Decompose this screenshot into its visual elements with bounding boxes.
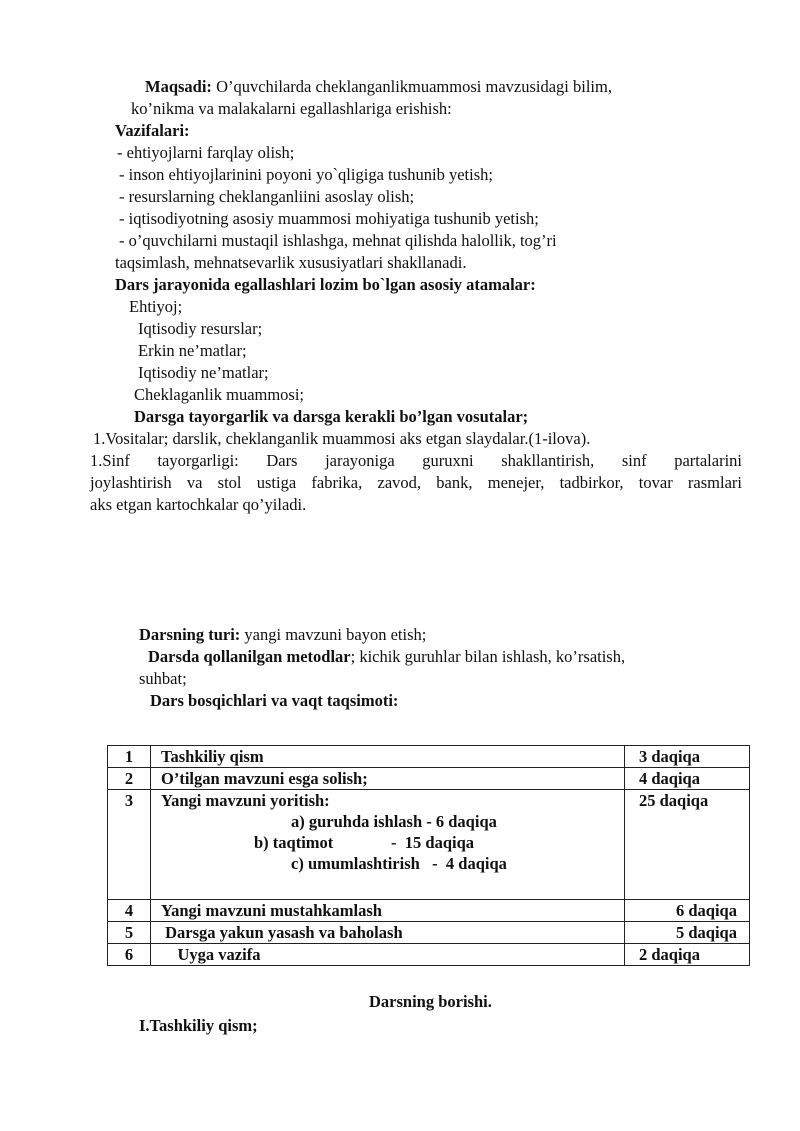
- subitem: a) guruhda ishlash - 6 daqiqa: [291, 812, 497, 831]
- table-row: [108, 900, 750, 922]
- row-title: O’tilgan mavzuni esga solish;: [151, 768, 625, 790]
- goal-label: Maqsadi:: [145, 77, 212, 96]
- task-item: - resurslarning cheklanganliini asoslay olish;: [119, 187, 415, 206]
- row-title: Uyga vazifa: [151, 944, 625, 966]
- subitem: c) umumlashtirish - 4 daqiqa: [291, 854, 507, 873]
- table-row: [108, 768, 750, 790]
- task-item: - o’quvchilarni mustaqil ishlashga, mehnat qilishda halollik, tog’ri: [119, 231, 557, 250]
- row-duration: 25 daqiqa: [625, 790, 750, 900]
- equipment-item-2-line3: aks etgan kartochkalar qo’yiladi.: [90, 495, 307, 514]
- table-row: [108, 746, 750, 768]
- row-duration: 5 daqiqa: [625, 922, 750, 944]
- terms-heading: Dars jarayonida egallashlari lozim bo`lgan asosiy atamalar:: [115, 275, 536, 294]
- row-title: Tashkiliy qism: [151, 746, 625, 768]
- task-item: taqsimlash, mehnatsevarlik xususiyatlari shakllanadi.: [115, 253, 467, 272]
- term-item: Ehtiyoj;: [129, 297, 183, 316]
- row-title: Yangi mavzuni yoritish:: [161, 791, 330, 810]
- lesson-type-text: yangi mavzuni bayon etish;: [240, 625, 427, 644]
- row-number: 3: [108, 790, 151, 900]
- section-1-heading: I.Tashkiliy qism;: [139, 1016, 258, 1035]
- methods-label: Darsda qollanilgan metodlar: [148, 647, 351, 666]
- term-item: Erkin ne’matlar;: [138, 341, 247, 360]
- lesson-type-label: Darsning turi:: [139, 625, 241, 644]
- progress-heading: Darsning borishi.: [369, 992, 492, 1011]
- table-row: [108, 790, 750, 900]
- row-title: Darsga yakun yasash va baholash: [151, 922, 625, 944]
- row-title: Yangi mavzuni mustahkamlash: [151, 900, 625, 922]
- methods: [148, 647, 625, 667]
- row-duration: 6 daqiqa: [625, 900, 750, 922]
- task-item: - inson ehtiyojlarinini poyoni yo`qligiga tushunib yetish;: [119, 165, 493, 184]
- methods-text-line1: ; kichik guruhlar bilan ishlash, ko’rsatish,: [350, 647, 626, 666]
- row-content: [151, 790, 625, 900]
- task-item: - ehtiyojlarni farqlay olish;: [117, 143, 295, 162]
- equipment-item-2-line1: 1.Sinf tayorgarligi: Dars jarayoniga guruxni shakllantirish, sinf partalarini: [90, 451, 742, 470]
- schedule-table: [107, 745, 750, 966]
- goal-text-line1: O’quvchilarda cheklanganlikmuammosi mavzusidagi bilim,: [211, 77, 612, 96]
- table-row: [108, 922, 750, 944]
- row-number: 1: [108, 746, 151, 768]
- goal-paragraph: [145, 77, 612, 97]
- row-duration: 3 daqiqa: [625, 746, 750, 768]
- term-item: Cheklaganlik muammosi;: [134, 385, 305, 404]
- row-number: 4: [108, 900, 151, 922]
- equipment-item-2-line2: joylashtirish va stol ustiga fabrika, zavod, bank, menejer, tadbirkor, tovar rasmlari: [90, 473, 742, 492]
- row-number: 5: [108, 922, 151, 944]
- tasks-heading: Vazifalari:: [115, 121, 190, 140]
- lesson-type: [139, 625, 426, 645]
- term-item: Iqtisodiy resurslar;: [138, 319, 263, 338]
- equipment-item-1: 1.Vositalar; darslik, cheklanganlik muammosi aks etgan slaydalar.(1-ilova).: [93, 429, 591, 448]
- equipment-heading: Darsga tayorgarlik va darsga kerakli bo’lgan vosutalar;: [134, 407, 529, 426]
- subitem: b) taqtimot - 15 daqiqa: [254, 833, 475, 852]
- stages-heading: Dars bosqichlari va vaqt taqsimoti:: [150, 691, 399, 710]
- goal-text-line2: ko’nikma va malakalarni egallashlariga erishish:: [131, 99, 452, 118]
- row-duration: 4 daqiqa: [625, 768, 750, 790]
- term-item: Iqtisodiy ne’matlar;: [138, 363, 269, 382]
- row-duration: 2 daqiqa: [625, 944, 750, 966]
- row-number: 2: [108, 768, 151, 790]
- methods-text-line2: suhbat;: [139, 669, 187, 688]
- row-number: 6: [108, 944, 151, 966]
- table-row: [108, 944, 750, 966]
- task-item: - iqtisodiyotning asosiy muammosi mohiyatiga tushunib yetish;: [119, 209, 539, 228]
